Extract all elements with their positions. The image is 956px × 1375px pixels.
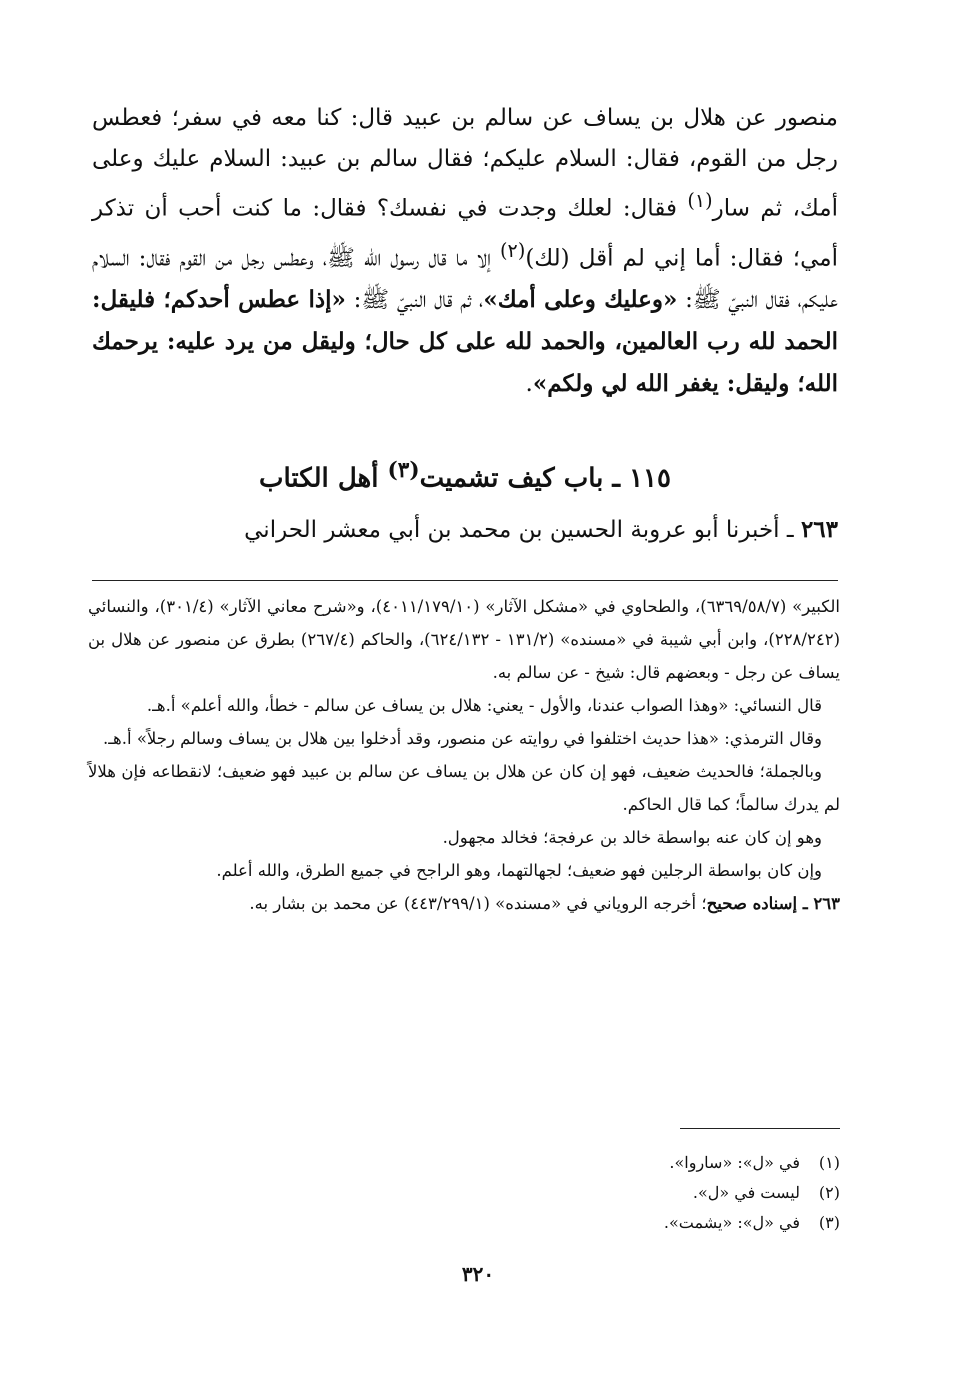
note-paragraph: قال النسائي: «وهذا الصواب عندنا، والأول - يعني: هلال بن يساف عن سالم - خطأ، والله أعلم» أ.هـ. [146,696,822,715]
footnote-text: ليست في «ل». [692,1183,800,1202]
note-paragraph: الكبير» (٦٣٦٩/٥٨/٧)، والطحاوي في «مشكل الآثار» (٤٠١١/١٧٩/١٠)، و«شرح معاني الآثار» (٣٠١/٤)، والنسائي (٢٢٨/٢٤٢)، وابن أبي شيبة في «مسنده» (١٣١/٢ - ٦٢٤/١٣٢)، والحاكم (٢٦٧/٤) بطرق عن منصور عن هلال بن يساف عن رجل - وبعضهم قال: شيخ - عن سالم به. [88,597,840,682]
page-number: ٣٢٠ [461,1262,495,1286]
note-paragraph: وإن كان بواسطة الرجلين فهو ضعيف؛ لجهالتهما، وهو الراجح في جميع الطرق، والله أعلم. [216,861,822,880]
footnote-marker: (١) [687,189,713,212]
text-segment: . [525,371,533,398]
footnotes-separator [680,1128,840,1129]
main-paragraph [92,98,838,405]
chapter-heading [92,458,838,494]
main-text [92,98,838,405]
footnote-marker: (٣) [387,458,420,483]
footnote-number: (٣) [818,1213,840,1232]
footnote-number: (٢) [818,1183,840,1202]
note-paragraph: وبالجملة؛ فالحديث ضعيف، فهو إن كان عن هلال بن يساف عن سالم بن عبيد فهو ضعيف؛ لانقطاعه فإن هلالاً لم يدرك سالماً؛ كما قال الحاكم. [88,762,840,814]
note-paragraph [88,887,840,920]
footnote [400,1178,840,1208]
hadith-text: ـ أخبرنا أبو عروبة الحسين بن محمد بن أبي معشر الحراني [244,517,801,543]
text-segment: إلا ما قال رسول الله ﷺ، وعطس رجل من القوم فقال: السلام عليكم، فقال النبيّ ﷺ: [92,245,838,314]
note-text: ؛ أخرجه الروياني في «مسنده» (٤٤٣/٢٩٩/١) عن محمد بن بشار به. [249,894,707,913]
footnote-number: (١) [818,1153,840,1172]
note-paragraph: وهو إن كان عنه بواسطة خالد بن عرفجة؛ فخالد مجهول. [442,828,822,847]
footnote [400,1208,840,1238]
text-segment: منصور عن هلال بن يساف عن سالم بن عبيد قال: كنا معه في سفر؛ فعطس رجل من القوم، فقال: السلام عليكم؛ فقال سالم بن عبيد: السلام عليك وعلى أمك، ثم سار [92,105,839,222]
chapter-title: ١١٥ ـ باب كيف تشميت [419,463,671,494]
text-segment: فقال: لعلك وجدت في نفسك؟ فقال: ما كنت أحب أن تذكر أمي؛ فقال: أما إني لم أقل (لك) [92,195,838,272]
note-grading: ـ إسناده صحيح [706,894,814,913]
footnote [400,1148,840,1178]
text-segment: ، ثم قال النبيّ ﷺ: [345,287,484,314]
prophet-quote: «وعليك وعلى أمك» [483,286,678,314]
footnotes [400,1148,840,1238]
note-number: ٢٦٣ [813,894,840,913]
footnote-text: في «ل»: «يشمت». [663,1213,800,1232]
commentary-notes [88,590,840,920]
prophet-quote: «إذا عطس أحدكم؛ فليقل: الحمد لله رب العالمين، والحمد لله على كل حال؛ وليقل من يرد عليه: يرحمك الله؛ وليقل: يغفر الله لي ولكم» [92,286,838,398]
hadith-number: ٢٦٣ [800,516,838,543]
footnote-marker: (٢) [500,238,526,262]
notes-separator [92,580,838,581]
footnote-text: في «ل»: «ساروا». [669,1153,800,1172]
hadith-start [92,510,838,550]
note-paragraph: وقال الترمذي: «هذا حديث اختلفوا في روايته عن منصور، وقد أدخلوا بين هلال بن يساف وسالم رجلاً» أ.هـ. [102,729,822,748]
chapter-title-end: أهل الكتاب [259,463,388,494]
